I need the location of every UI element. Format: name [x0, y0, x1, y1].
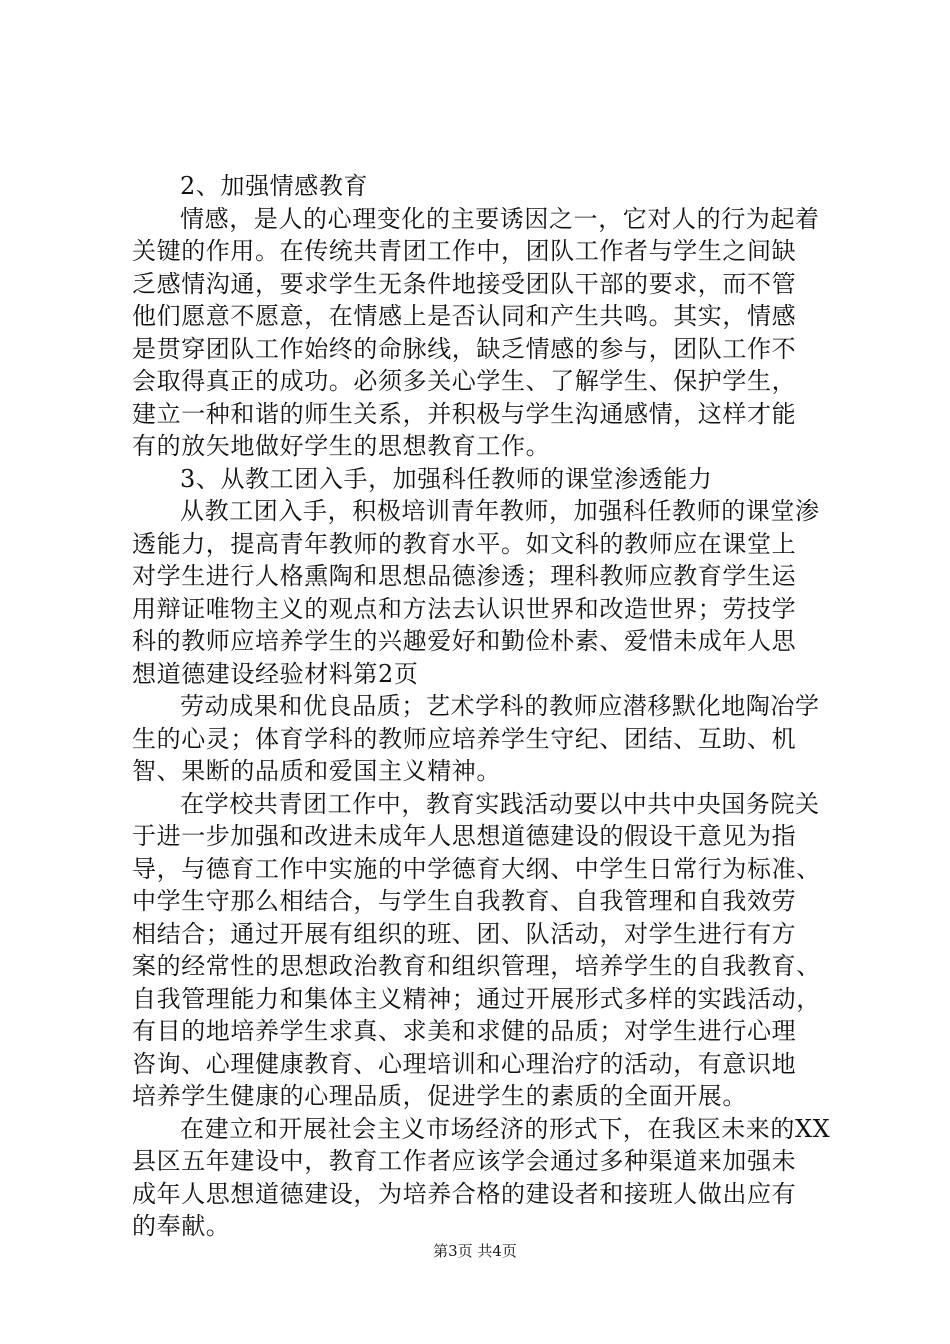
- paragraph-first-line: 从教工团入手，积极培训青年教师，加强科任教师的课堂渗: [180, 497, 820, 525]
- paragraph-line: 相结合；通过开展有组织的班、团、队活动，对学生进行有方: [132, 919, 797, 948]
- paragraph-first-line: 3、从教工团入手，加强科任教师的课堂渗透能力: [180, 464, 713, 493]
- paragraph-line: 生的心灵；体育学科的教师应培养学生守纪、团结、互助、机: [132, 724, 797, 753]
- paragraph-first-line: 2、加强情感教育: [180, 172, 369, 200]
- paragraph-line: 透能力，提高青年教师的教育水平。如文科的教师应在课堂上: [132, 529, 797, 558]
- paragraph-line: 想道德建设经验材料第2页: [132, 659, 419, 688]
- paragraph-line: 中学生守那么相结合，与学生自我教育、自我管理和自我效劳: [132, 887, 797, 915]
- paragraph-line: 的奉献。: [132, 1212, 231, 1240]
- paragraph-first-line: 情感，是人的心理变化的主要诱因之一，它对人的行为起着: [180, 204, 820, 233]
- document-body: [132, 170, 832, 1243]
- paragraph-line: 案的经常性的思想政治教育和组织管理，培养学生的自我教育、: [132, 952, 821, 980]
- paragraph-line: 关键的作用。在传统共青团工作中，团队工作者与学生之间缺: [132, 237, 797, 265]
- paragraph-line: 智、果断的品质和爱国主义精神。: [132, 757, 501, 785]
- paragraph-line: 于进一步加强和改进未成年人思想道德建设的假设干意见为指: [132, 822, 797, 850]
- paragraph-line: 建立一种和谐的师生关系，并积极与学生沟通感情，这样才能: [132, 399, 797, 428]
- paragraph-line: 有的放矢地做好学生的思想教育工作。: [132, 432, 551, 460]
- paragraph-line: 是贯穿团队工作始终的命脉线，缺乏情感的参与，团队工作不: [132, 334, 797, 363]
- paragraph-first-line: 在学校共青团工作中，教育实践活动要以中共中央国务院关: [180, 789, 820, 818]
- paragraph-first-line: 劳动成果和优良品质；艺术学科的教师应潜移默化地陶冶学: [180, 692, 820, 720]
- paragraph-line: 会取得真正的成功。必须多关心学生、了解学生、保护学生，: [132, 367, 797, 395]
- paragraph-line: 自我管理能力和集体主义精神；通过开展形式多样的实践活动，: [132, 984, 821, 1013]
- paragraph-line: 用辩证唯物主义的观点和方法去认识世界和改造世界；劳技学: [132, 594, 797, 623]
- paragraph-line: 对学生进行人格熏陶和思想品德渗透；理科教师应教育学生运: [132, 562, 797, 590]
- paragraph-first-line: 在建立和开展社会主义市场经济的形式下，在我区未来的XX: [180, 1114, 831, 1143]
- paragraph-line: 科的教师应培养学生的兴趣爱好和勤俭朴素、爱惜未成年人思: [132, 627, 797, 655]
- paragraph-line: 有目的地培养学生求真、求美和求健的品质；对学生进行心理: [132, 1017, 797, 1045]
- paragraph-line: 导，与德育工作中实施的中学德育大纲、中学生日常行为标准、: [132, 854, 821, 883]
- paragraph-line: 县区五年建设中，教育工作者应该学会通过多种渠道来加强未: [132, 1147, 797, 1175]
- paragraph-line: 他们愿意不愿意，在情感上是否认同和产生共鸣。其实，情感: [132, 302, 797, 330]
- paragraph-line: 成年人思想道德建设，为培养合格的建设者和接班人做出应有: [132, 1179, 797, 1208]
- paragraph-line: 培养学生健康的心理品质，促进学生的素质的全面开展。: [132, 1082, 747, 1110]
- page-number-footer: 第3页 共4页: [433, 1242, 517, 1260]
- paragraph-line: 乏感情沟通，要求学生无条件地接受团队干部的要求，而不管: [132, 269, 797, 298]
- paragraph-line: 咨询、心理健康教育、心理培训和心理治疗的活动，有意识地: [132, 1049, 797, 1078]
